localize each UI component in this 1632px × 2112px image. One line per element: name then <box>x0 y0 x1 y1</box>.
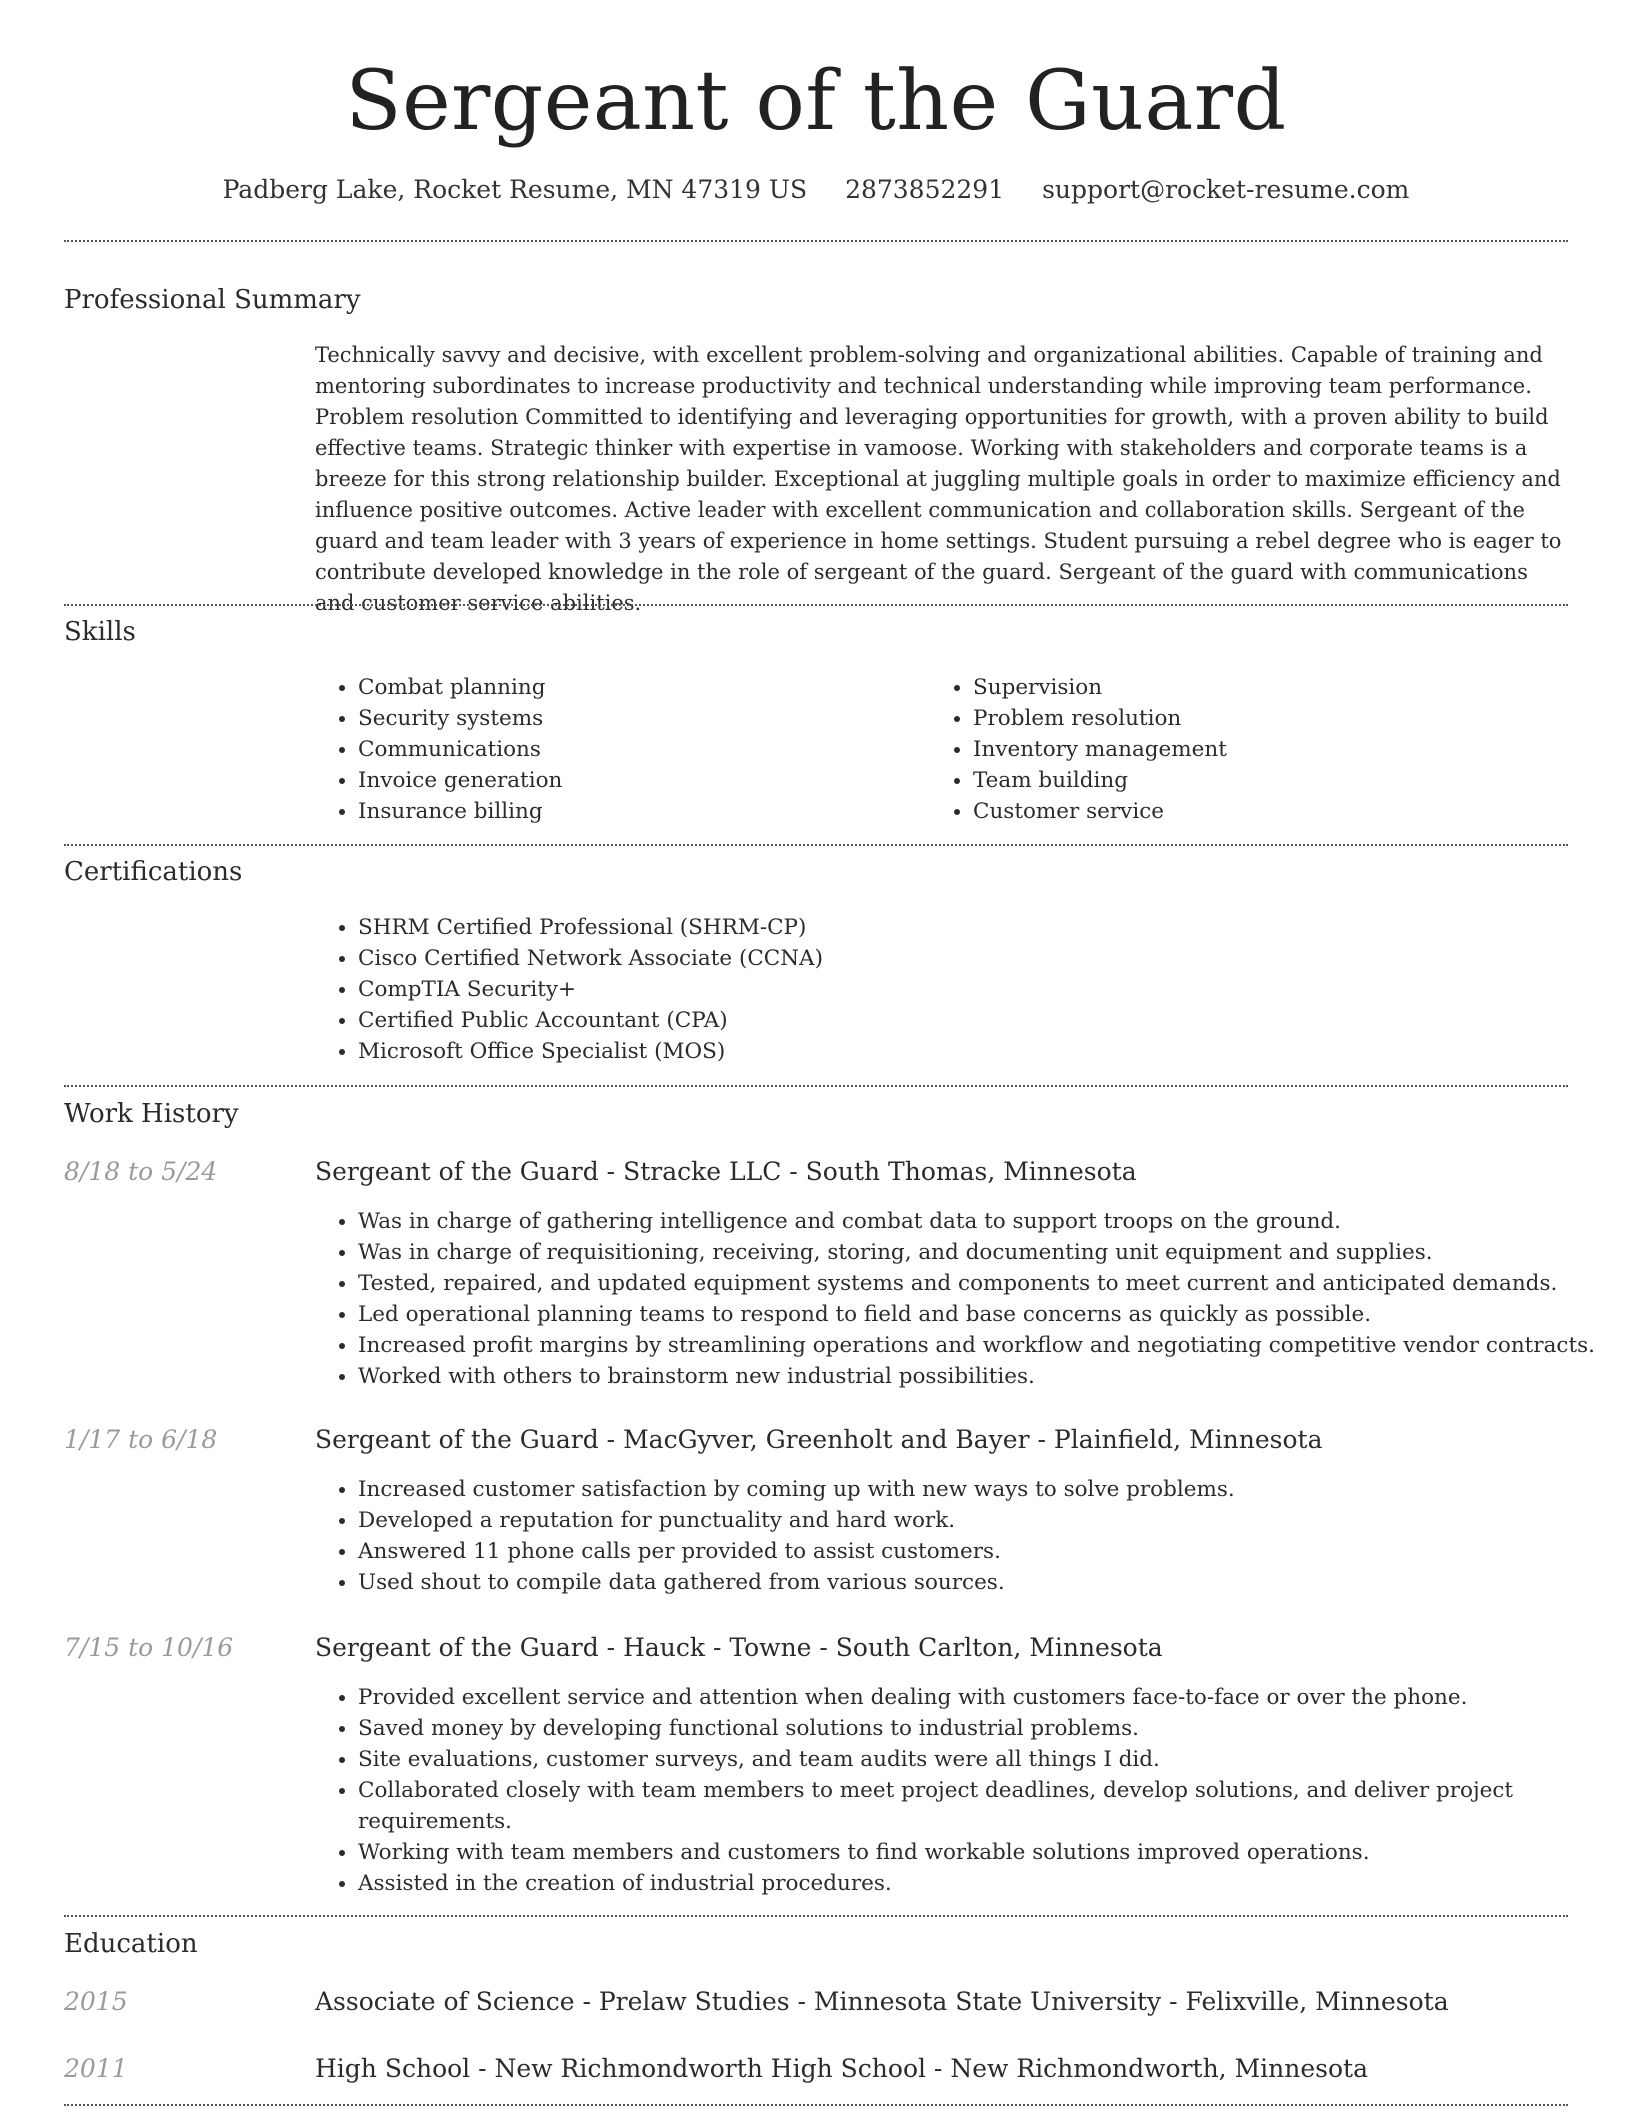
skills-heading: Skills <box>64 617 136 647</box>
job-bullets <box>315 1474 1611 1598</box>
skill-item: • Problem resolution <box>973 703 1573 734</box>
job-bullet: • Led operational planning teams to respond to field and base concerns as quickly as possible. <box>358 1299 1611 1330</box>
section-divider <box>64 1085 1568 1087</box>
job-bullet: • Assisted in the creation of industrial procedures. <box>358 1868 1611 1899</box>
skills-list-left <box>315 672 918 827</box>
skill-item: • Security systems <box>358 703 918 734</box>
certifications-list <box>315 912 1558 1067</box>
job-bullet: • Provided excellent service and attention when dealing with customers face-to-face or over the phone. <box>358 1682 1611 1713</box>
contact-email: support@rocket-resume.com <box>1042 175 1410 204</box>
section-divider <box>64 240 1568 242</box>
job-bullets <box>315 1206 1611 1392</box>
contact-line <box>64 170 1568 210</box>
skill-item: • Customer service <box>973 796 1573 827</box>
job-heading: Sergeant of the Guard - MacGyver, Greenholt and Bayer - Plainfield, Minnesota <box>315 1425 1323 1454</box>
skill-item: • Invoice generation <box>358 765 918 796</box>
certifications-heading: Certifications <box>64 857 243 887</box>
resume-page <box>64 0 1595 2112</box>
education-degree: High School - New Richmondworth High School - New Richmondworth, Minnesota <box>315 2054 1368 2083</box>
job-bullet: • Worked with others to brainstorm new industrial possibilities. <box>358 1361 1611 1392</box>
job-dates: 7/15 to 10/16 <box>64 1633 234 1662</box>
skill-item: • Combat planning <box>358 672 918 703</box>
job-heading: Sergeant of the Guard - Hauck - Towne - South Carlton, Minnesota <box>315 1633 1163 1662</box>
skill-item: • Supervision <box>973 672 1573 703</box>
job-bullet: • Answered 11 phone calls per provided to assist customers. <box>358 1536 1611 1567</box>
summary-text: Technically savvy and decisive, with excellent problem-solving and organizational abilities. Capable of training and mentoring subordinates to increase productivity and technical understanding while improving team performance. Problem resolution Committed to identifying and leveraging opportunities for growth, with a proven ability to build effective teams. Strategic thinker with expertise in vamoose. Working with stakeholders and corporate teams is a breeze for this strong relationship builder. Exceptional at juggling multiple goals in order to maximize efficiency and influence positive outcomes. Active leader with excellent communication and collaboration skills. Sergeant of the guard and team leader with 3 years of experience in home settings. Student pursuing a rebel degree who is eager to contribute developed knowledge in the role of sergeant of the guard. Sergeant of the guard with communications and customer service abilities. <box>315 343 1562 615</box>
job-bullets <box>315 1682 1611 1899</box>
resume-name: Sergeant of the Guard <box>345 54 1287 149</box>
job-bullet: • Was in charge of requisitioning, receiving, storing, and documenting unit equipment and supplies. <box>358 1237 1611 1268</box>
section-divider <box>64 844 1568 846</box>
certification-item: • Certified Public Accountant (CPA) <box>358 1005 1558 1036</box>
section-divider <box>64 2104 1568 2106</box>
job-bullet: • Tested, repaired, and updated equipment systems and components to meet current and anticipated demands. <box>358 1268 1611 1299</box>
skill-item: • Insurance billing <box>358 796 918 827</box>
education-year: 2011 <box>64 2054 128 2083</box>
skill-item: • Team building <box>973 765 1573 796</box>
job-dates: 1/17 to 6/18 <box>64 1425 218 1454</box>
job-heading: Sergeant of the Guard - Stracke LLC - South Thomas, Minnesota <box>315 1157 1137 1186</box>
section-divider <box>64 1915 1568 1917</box>
job-bullet: • Used shout to compile data gathered from various sources. <box>358 1567 1611 1598</box>
certification-item: • SHRM Certified Professional (SHRM-CP) <box>358 912 1558 943</box>
education-year: 2015 <box>64 1987 128 2016</box>
summary-heading: Professional Summary <box>64 285 361 315</box>
job-bullet: • Increased customer satisfaction by coming up with new ways to solve problems. <box>358 1474 1611 1505</box>
work-history-heading: Work History <box>64 1099 239 1129</box>
skill-item: • Communications <box>358 734 918 765</box>
job-bullet: • Was in charge of gathering intelligence and combat data to support troops on the ground. <box>358 1206 1611 1237</box>
certification-item: • Cisco Certified Network Associate (CCNA) <box>358 943 1558 974</box>
skills-list-right <box>930 672 1573 827</box>
job-bullet: • Increased profit margins by streamlining operations and workflow and negotiating competitive vendor contracts. <box>358 1330 1611 1361</box>
job-bullet: • Site evaluations, customer surveys, and team audits were all things I did. <box>358 1744 1611 1775</box>
contact-address: Padberg Lake, Rocket Resume, MN 47319 US <box>222 175 808 204</box>
job-bullet: • Developed a reputation for punctuality and hard work. <box>358 1505 1611 1536</box>
education-degree: Associate of Science - Prelaw Studies - Minnesota State University - Felixville, Minnesota <box>315 1987 1449 2016</box>
job-dates: 8/18 to 5/24 <box>64 1157 218 1186</box>
contact-phone: 2873852291 <box>845 175 1005 204</box>
certification-item: • Microsoft Office Specialist (MOS) <box>358 1036 1558 1067</box>
job-bullet: • Collaborated closely with team members to meet project deadlines, develop solutions, and deliver project requirements. <box>358 1775 1611 1837</box>
certification-item: • CompTIA Security+ <box>358 974 1558 1005</box>
job-bullet: • Working with team members and customers to find workable solutions improved operations. <box>358 1837 1611 1868</box>
job-bullet: • Saved money by developing functional solutions to industrial problems. <box>358 1713 1611 1744</box>
section-divider <box>64 604 1568 606</box>
education-heading: Education <box>64 1929 198 1959</box>
skill-item: • Inventory management <box>973 734 1573 765</box>
